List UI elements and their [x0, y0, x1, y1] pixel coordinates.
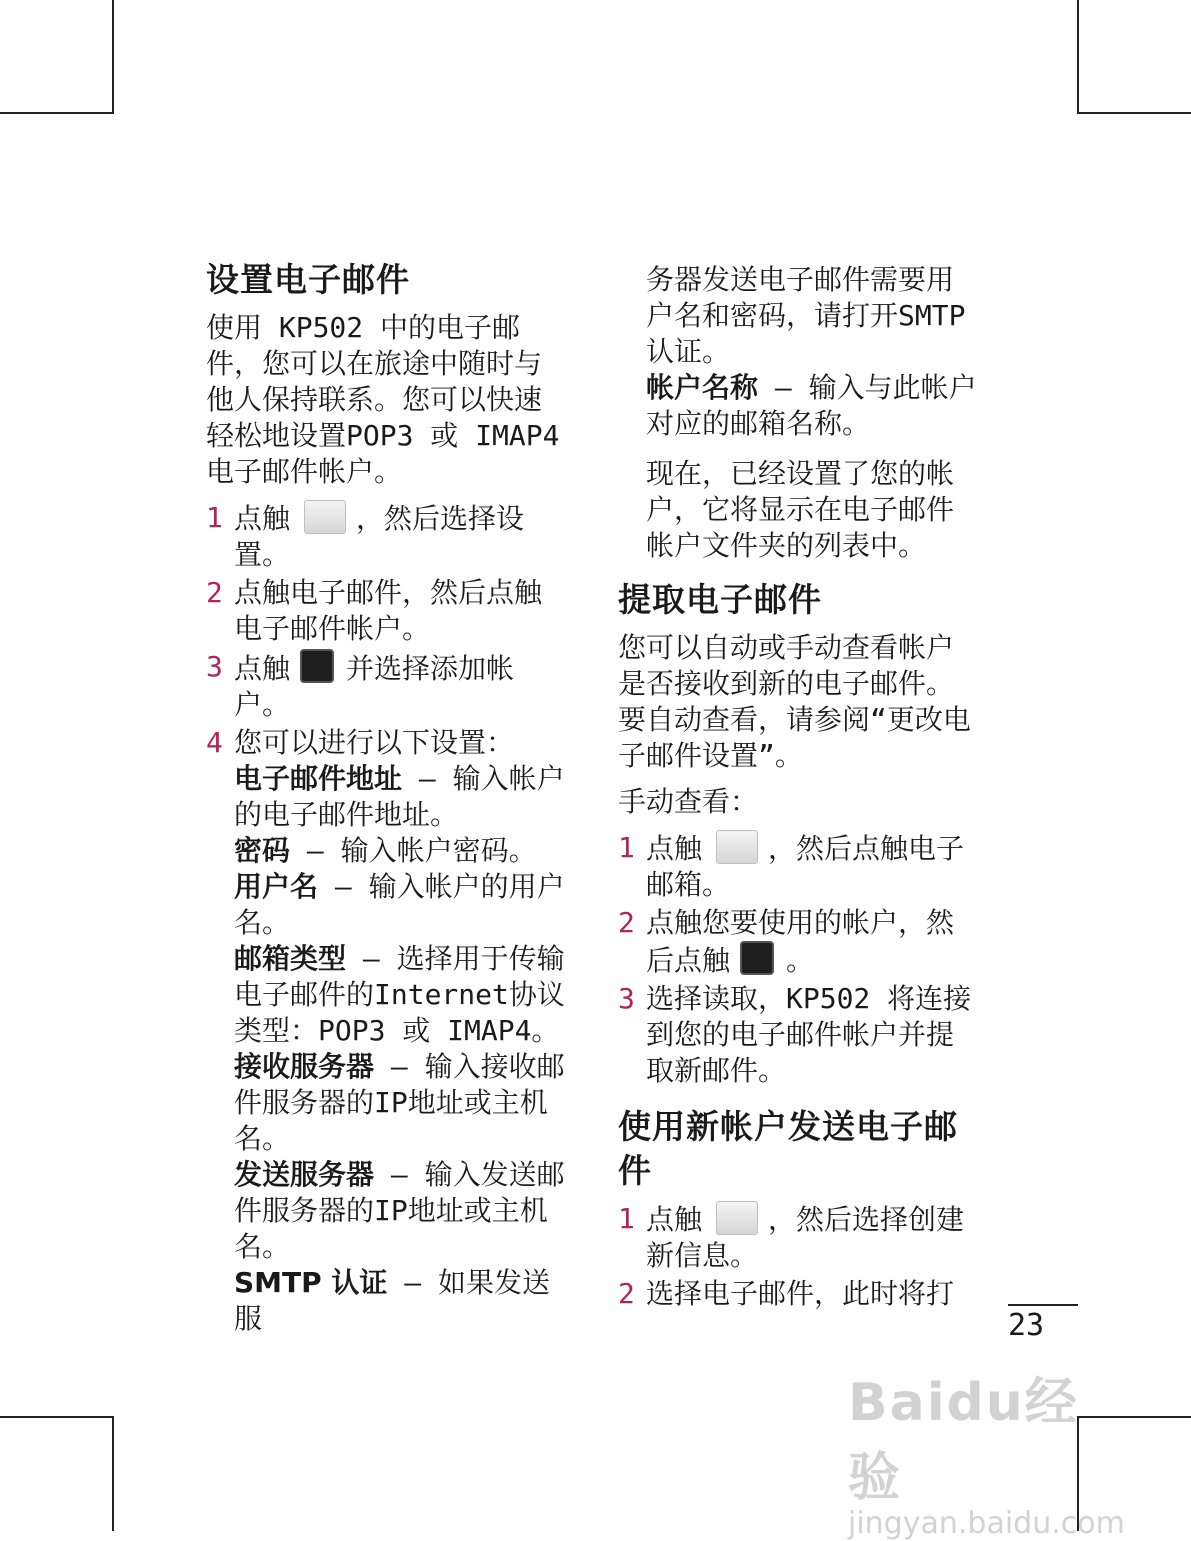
step-number: 3 — [618, 982, 635, 1015]
list-item — [206, 649, 566, 723]
envelope-icon — [304, 500, 346, 534]
step-text: ，然后点触电子邮箱。 — [646, 832, 965, 901]
envelope-icon — [716, 830, 758, 864]
step-text: 点触您要使用的帐户，然后点触 — [646, 906, 955, 977]
step-number: 1 — [618, 1202, 635, 1235]
setting-incoming-server: 接收服务器 – 输入接收邮件服务器的IP地址或主机名。 — [234, 1050, 565, 1155]
step-text: 点触 — [234, 652, 291, 685]
list-item — [206, 725, 566, 1337]
step-number: 2 — [618, 906, 635, 939]
crop-mark — [1077, 112, 1191, 114]
step-number: 1 — [206, 501, 223, 534]
step-text: 选择读取，KP502 将连接到您的电子邮件帐户并提取新邮件。 — [646, 982, 972, 1087]
done-note: 现在，已经设置了您的帐户，它将显示在电子邮件帐户文件夹的列表中。 — [646, 457, 955, 562]
step-number: 2 — [206, 576, 223, 609]
menu-icon — [300, 649, 334, 683]
list-item — [618, 1201, 978, 1274]
crop-mark — [0, 1416, 114, 1418]
section-heading-setup-email: 设置电子邮件 — [206, 260, 410, 299]
watermark-url: jingyan.baidu.com — [848, 1506, 1125, 1541]
setting-password: 密码 – 输入帐户密码。 — [234, 834, 537, 867]
step-text: 。 — [786, 944, 815, 977]
crop-mark — [112, 0, 114, 114]
step-number: 1 — [618, 831, 635, 864]
watermark-logo: Baidu经验 — [848, 1373, 1079, 1508]
step-text: ，然后选择设置。 — [234, 502, 525, 571]
step-text: 点触电子邮件，然后点触电子邮件帐户。 — [234, 576, 543, 645]
setting-username: 用户名 – 输入帐户的用户名。 — [234, 870, 565, 939]
retrieve-steps — [618, 830, 978, 1089]
send-steps — [618, 1201, 978, 1312]
step-text: 选择电子邮件，此时将打 — [646, 1277, 955, 1310]
smtp-continued: 务器发送电子邮件需要用户名和密码，请打开SMTP认证。 — [646, 263, 966, 368]
envelope-icon — [716, 1201, 758, 1235]
section-heading-retrieve-email: 提取电子邮件 — [618, 580, 822, 619]
list-item — [618, 830, 978, 903]
list-item — [206, 575, 566, 647]
section-heading-send-email: 使用新帐户发送电子邮件 — [618, 1107, 958, 1190]
list-item — [206, 500, 566, 573]
setup-intro: 使用 KP502 中的电子邮件，您可以在旅途中随时与他人保持联系。您可以快速轻松地设置POP3 或 IMAP4 电子邮件帐户。 — [206, 311, 560, 488]
baidu-watermark — [848, 1360, 1125, 1541]
retrieve-intro: 您可以自动或手动查看帐户是否接收到新的电子邮件。要自动查看，请参阅“更改电子邮件设置”。 — [618, 631, 971, 772]
step-number: 3 — [206, 650, 223, 683]
step-text: 点触 — [234, 502, 291, 535]
step-text: 点触 — [646, 1203, 703, 1236]
setting-mailbox-type: 邮箱类型 – 选择用于传输电子邮件的Internet协议类型：POP3 或 IMAP4。 — [234, 942, 565, 1047]
step-number: 2 — [618, 1277, 635, 1310]
manual-check-label: 手动查看： — [618, 785, 759, 818]
list-item — [618, 1276, 978, 1312]
step-text: ，然后选择创建新信息。 — [646, 1203, 965, 1272]
menu-icon — [740, 941, 774, 975]
step-text: 您可以进行以下设置： — [234, 726, 515, 759]
crop-mark — [112, 1416, 114, 1531]
step-text: 并选择添加帐户。 — [234, 652, 515, 721]
setup-steps — [206, 500, 566, 1337]
crop-mark — [0, 112, 114, 114]
setting-outgoing-server: 发送服务器 – 输入发送邮件服务器的IP地址或主机名。 — [234, 1158, 565, 1263]
right-column — [618, 262, 978, 1314]
list-item — [618, 981, 978, 1089]
page-number: 23 — [1008, 1304, 1078, 1343]
crop-mark — [1077, 0, 1079, 114]
step-number: 4 — [206, 726, 223, 759]
left-column — [206, 258, 566, 1339]
list-item — [618, 905, 978, 979]
setting-smtp-auth: SMTP 认证 – 如果发送服 — [234, 1266, 550, 1335]
step-text: 点触 — [646, 832, 703, 865]
setting-email-address: 电子邮件地址 – 输入帐户的电子邮件地址。 — [234, 762, 565, 831]
setting-account-name: 帐户名称 – 输入与此帐户对应的邮箱名称。 — [646, 371, 977, 440]
